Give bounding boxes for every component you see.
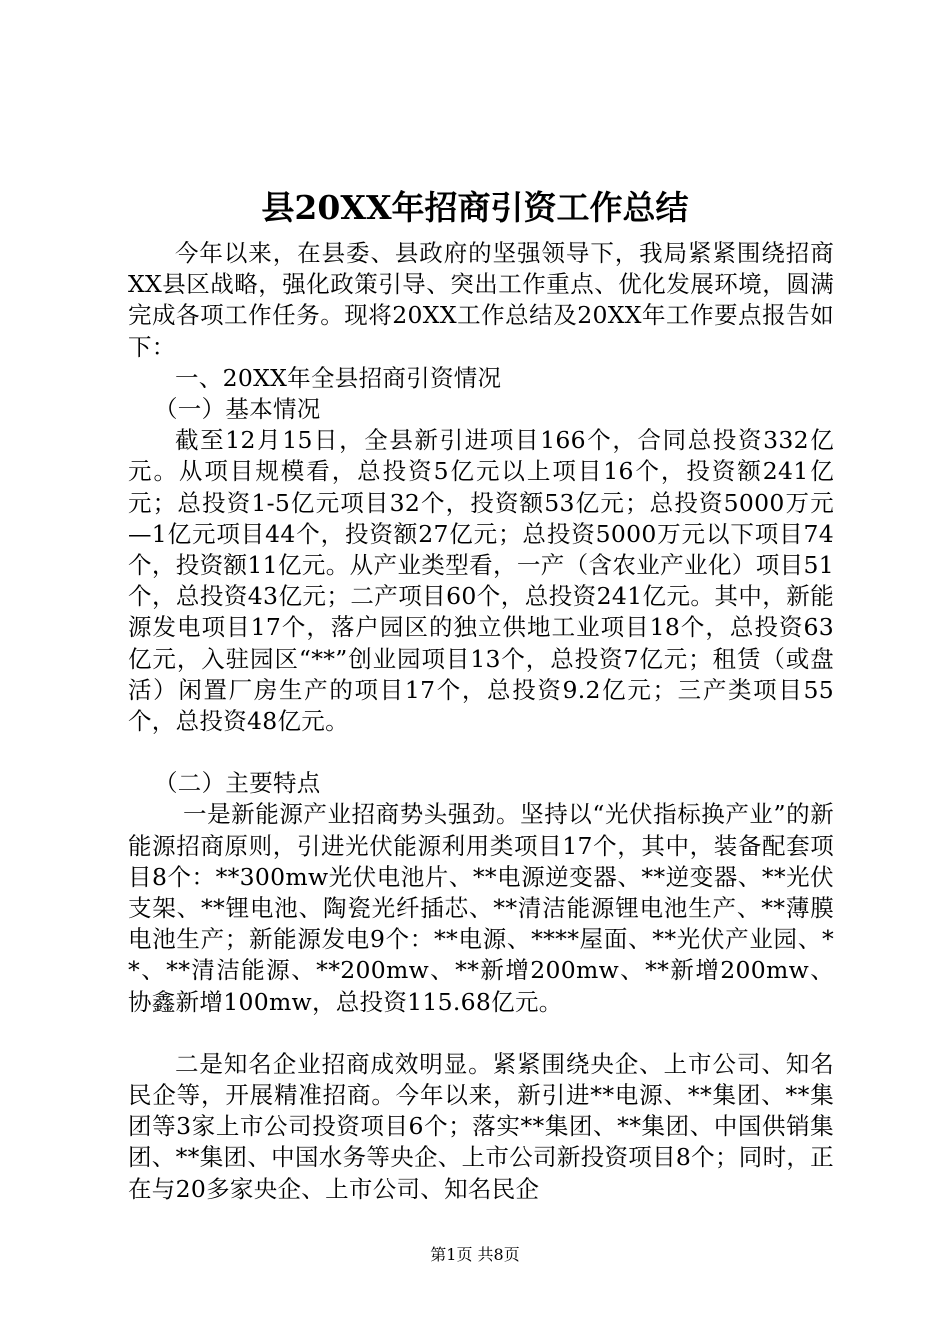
intro-paragraph: 今年以来，在县委、县政府的坚强领导下，我局紧紧围绕招商XX县区战略，强化政策引导、突出工作重点、优化发展环境，圆满完成各项工作任务。现将20XX工作总结及20XX年工作要点报告如下： bbox=[128, 239, 834, 361]
feature-one-paragraph: 一是新能源产业招商势头强劲。坚持以“光伏指标换产业”的新能源招商原则，引进光伏能源利用类项目17个，其中，装备配套项目8个：**300mw光伏电池片、**电源逆变器、**逆变器、**光伏支架、**锂电池、陶瓷光纤插芯、**清洁能源锂电池生产、**薄膜电池生产；新能源发电9个：**电源、****屋面、**光伏产业园、**、**清洁能源、**200mw、**新增200mw、**新增200mw、协鑫新增100mw，总投资115.68亿元。 bbox=[128, 800, 834, 1016]
document-title: 县20XX年招商引资工作总结 bbox=[261, 188, 689, 227]
paragraph-spacer bbox=[128, 737, 834, 768]
section-heading: 一、20XX年全县招商引资情况 bbox=[175, 363, 502, 392]
document-body bbox=[128, 238, 834, 1205]
feature-two-paragraph: 二是知名企业招商成效明显。紧紧围绕央企、上市公司、知名民企等，开展精准招商。今年以来，新引进**电源、**集团、**集团等3家上市公司投资项目6个；落实**集团、**集团、中国供销集团、**集团、中国水务等央企、上市公司新投资项目8个；同时，正在与20多家央企、上市公司、知名民企 bbox=[128, 1049, 834, 1203]
basic-situation-paragraph: 截至12月15日，全县新引进项目166个，合同总投资332亿元。从项目规模看，总投资5亿元以上项目16个，投资额241亿元；总投资1-5亿元项目32个，投资额53亿元；总投资5000万元—1亿元项目44个，投资额27亿元；总投资5000万元以下项目74个，投资额11亿元。从产业类型看，一产（含农业产业化）项目51个，总投资43亿元；二产项目60个，总投资241亿元。其中，新能源发电项目17个，落户园区的独立供地工业项目18个，总投资63亿元，入驻园区“**”创业园项目13个，总投资7亿元；租赁（或盘活）闲置厂房生产的项目17个，总投资9.2亿元；三产类项目55个，总投资48亿元。 bbox=[128, 426, 834, 736]
subsection-heading-features: （二）主要特点 bbox=[154, 769, 321, 798]
page-footer: 第1页 共8页 bbox=[430, 1245, 520, 1264]
subsection-heading-basic: （一）基本情况 bbox=[154, 395, 321, 424]
paragraph-spacer bbox=[128, 1018, 834, 1049]
